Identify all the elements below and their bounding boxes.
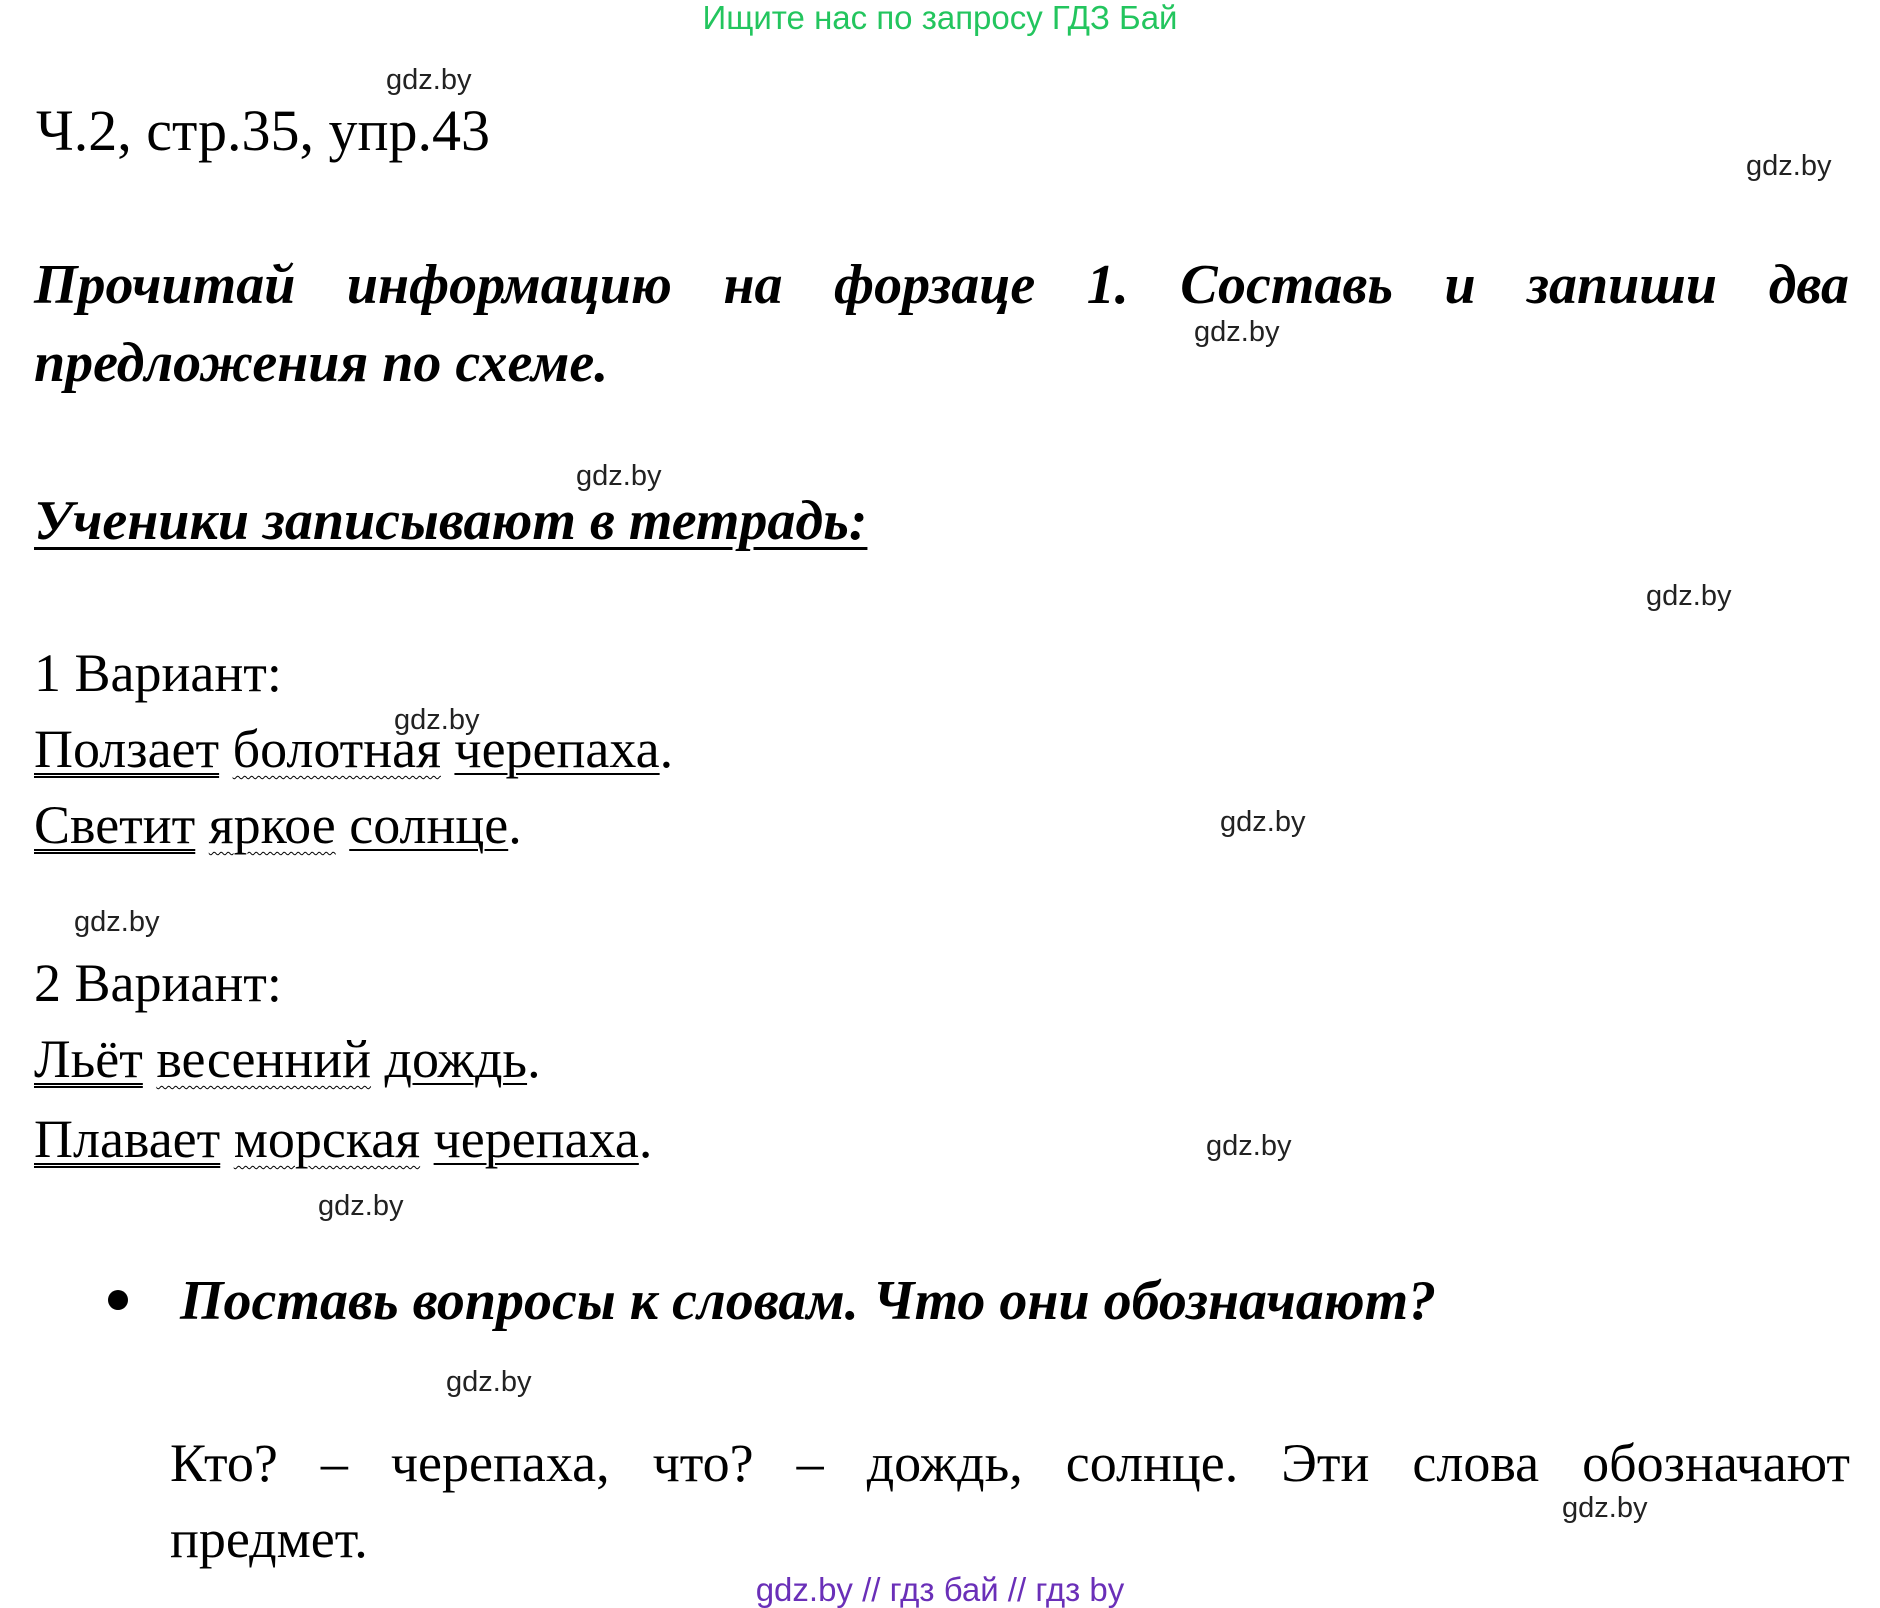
variant-1-label: 1 Вариант: [34, 643, 282, 703]
sentence-period: . [638, 1109, 653, 1169]
sentence-period: . [508, 795, 522, 855]
variant-2-sentence-2 [34, 1108, 652, 1170]
sentence-period: . [527, 1029, 541, 1089]
variant-2-label: 2 Вариант: [34, 953, 282, 1013]
predicate-word: Ползает [34, 719, 220, 779]
variant-2-sentence-1 [34, 1028, 541, 1090]
watermark: gdz.by [446, 1366, 532, 1398]
watermark: gdz.by [1206, 1130, 1292, 1162]
subject-word: черепаха [454, 719, 660, 779]
subheading: Ученики записывают в тетрадь: [34, 490, 868, 552]
subject-word: черепаха [433, 1109, 639, 1169]
exercise-reference: Ч.2, стр.35, упр.43 [36, 98, 491, 163]
variant-1-sentence-2 [34, 794, 522, 856]
top-banner: Ищите нас по запросу ГДЗ Бай [702, 0, 1178, 36]
attribute-word: весенний [156, 1029, 372, 1089]
bullet-task-text: Поставь вопросы к словам. Что они обозначают? [180, 1270, 1437, 1332]
answer-line-1: Кто? – черепаха, что? – дождь, солнце. Эти слова обозначают [170, 1433, 1850, 1493]
task-line-1: Прочитай информацию на форзаце 1. Составь и запиши два [34, 254, 1849, 316]
answer-line-2: предмет. [170, 1509, 368, 1569]
subject-word: солнце [349, 795, 509, 855]
watermark: gdz.by [394, 704, 480, 736]
watermark: gdz.by [386, 64, 472, 96]
attribute-word: морская [233, 1109, 421, 1169]
watermark: gdz.by [1194, 316, 1280, 348]
bullet-task [108, 1268, 1436, 1334]
bottom-banner: gdz.by // гдз бай // гдз by [755, 1571, 1125, 1608]
watermark: gdz.by [1220, 806, 1306, 838]
watermark: gdz.by [1746, 150, 1832, 182]
sentence-period: . [659, 719, 674, 779]
subject-word: дождь [384, 1029, 528, 1089]
bullet-icon [108, 1290, 128, 1310]
watermark: gdz.by [576, 460, 662, 492]
predicate-word: Плавает [34, 1109, 221, 1169]
attribute-word: яркое [208, 795, 336, 855]
variant-1-sentence-1 [34, 718, 673, 780]
watermark: gdz.by [1646, 580, 1732, 612]
predicate-word: Светит [34, 795, 196, 855]
predicate-word: Льёт [34, 1029, 143, 1089]
attribute-word: болотная [232, 719, 441, 779]
watermark: gdz.by [74, 906, 160, 938]
task-line-2: предложения по схеме. [34, 332, 609, 394]
watermark: gdz.by [318, 1190, 404, 1222]
watermark: gdz.by [1562, 1492, 1648, 1524]
